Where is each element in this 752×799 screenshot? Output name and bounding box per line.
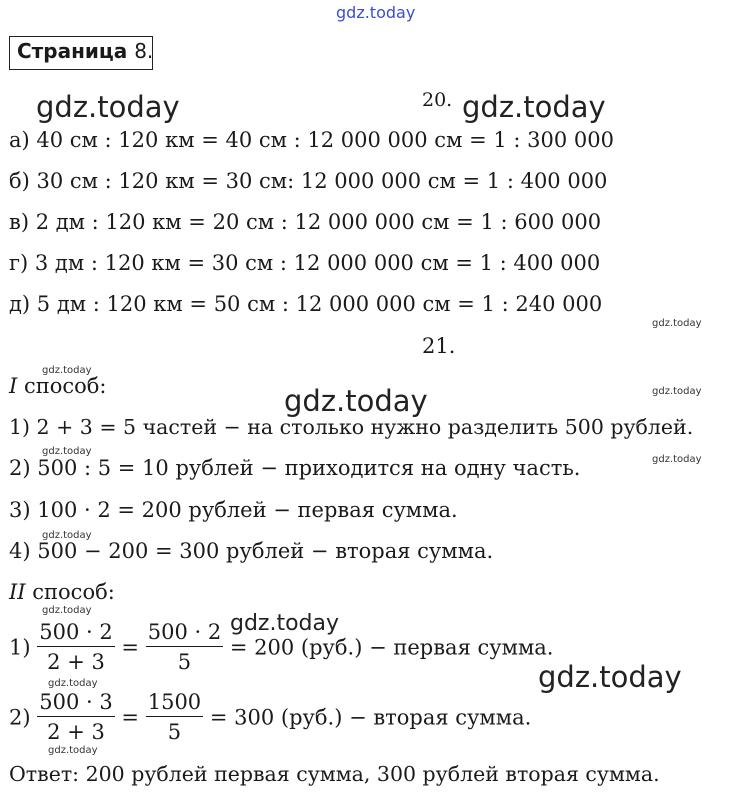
watermark: gdz.today xyxy=(284,384,428,418)
method-1-heading xyxy=(9,374,107,398)
page-label-number: 8. xyxy=(134,39,154,63)
watermark-small: gdz.today xyxy=(42,530,92,541)
fraction-numerator: 500 · 3 xyxy=(37,688,114,717)
fraction-numerator: 500 · 2 xyxy=(146,618,223,647)
task-20-line: д) 5 дм : 120 км = 50 см : 12 000 000 см = 1 : 240 000 xyxy=(9,292,603,316)
header-watermark: gdz.today xyxy=(336,3,416,22)
fraction-denominator: 2 + 3 xyxy=(47,650,105,674)
page-label xyxy=(9,36,153,70)
equals-sign: = xyxy=(121,635,140,660)
step-number: 1) xyxy=(9,635,31,660)
step-result: = 200 (руб.) − первая сумма. xyxy=(229,635,554,660)
task-20-line: а) 40 см : 120 км = 40 см : 12 000 000 см = 1 : 300 000 xyxy=(9,128,614,152)
watermark: gdz.today xyxy=(462,90,606,124)
method-1-roman: I xyxy=(9,374,18,398)
task-20-line: б) 30 см : 120 км = 30 см: 12 000 000 см = 1 : 400 000 xyxy=(9,169,608,193)
watermark-small: gdz.today xyxy=(652,454,702,465)
equals-sign: = xyxy=(121,705,140,730)
task-20-number: 20. xyxy=(422,89,453,111)
task-21-number: 21. xyxy=(422,334,456,358)
fraction-numerator: 500 · 2 xyxy=(37,618,114,647)
watermark-small: gdz.today xyxy=(42,365,92,376)
method-1-line: 3) 100 · 2 = 200 рублей − первая сумма. xyxy=(9,498,458,522)
method-1-line: 1) 2 + 3 = 5 частей − на столько нужно разделить 500 рублей. xyxy=(9,415,694,439)
watermark-small: gdz.today xyxy=(42,605,92,616)
task-20-line: г) 3 дм : 120 км = 30 см : 12 000 000 см = 1 : 400 000 xyxy=(9,251,601,275)
method-2-label: способ: xyxy=(32,580,115,604)
step-number: 2) xyxy=(9,705,31,730)
method-2-roman: II xyxy=(9,580,26,604)
method-1-line: 4) 500 − 200 = 300 рублей − вторая сумма. xyxy=(9,539,494,563)
task-20-line: в) 2 дм : 120 км = 20 см : 12 000 000 см = 1 : 600 000 xyxy=(9,210,602,234)
fraction-denominator: 5 xyxy=(167,720,182,744)
page-label-word: Страница xyxy=(17,39,128,63)
method-2-step-2 xyxy=(9,688,531,747)
method-1-label: способ: xyxy=(23,374,107,398)
fraction xyxy=(37,688,114,747)
fraction xyxy=(146,618,223,677)
watermark-small: gdz.today xyxy=(652,386,702,397)
watermark: gdz.today xyxy=(538,660,682,694)
step-result: = 300 (руб.) − вторая сумма. xyxy=(209,705,532,730)
method-2-step-1 xyxy=(9,618,553,677)
fraction-denominator: 5 xyxy=(177,650,192,674)
fraction xyxy=(37,618,114,677)
watermark-small: gdz.today xyxy=(48,745,98,756)
watermark-small: gdz.today xyxy=(48,678,98,689)
fraction-denominator: 2 + 3 xyxy=(47,720,105,744)
fraction-numerator: 1500 xyxy=(146,688,203,717)
method-1-line: 2) 500 : 5 = 10 рублей − приходится на одну часть. xyxy=(9,456,581,480)
answer-line: Ответ: 200 рублей первая сумма, 300 рублей вторая сумма. xyxy=(9,762,660,786)
method-2-heading xyxy=(9,580,115,604)
watermark-small: gdz.today xyxy=(42,446,92,457)
fraction xyxy=(146,688,203,747)
watermark-small: gdz.today xyxy=(652,318,702,329)
watermark: gdz.today xyxy=(230,611,340,636)
watermark: gdz.today xyxy=(36,90,180,124)
